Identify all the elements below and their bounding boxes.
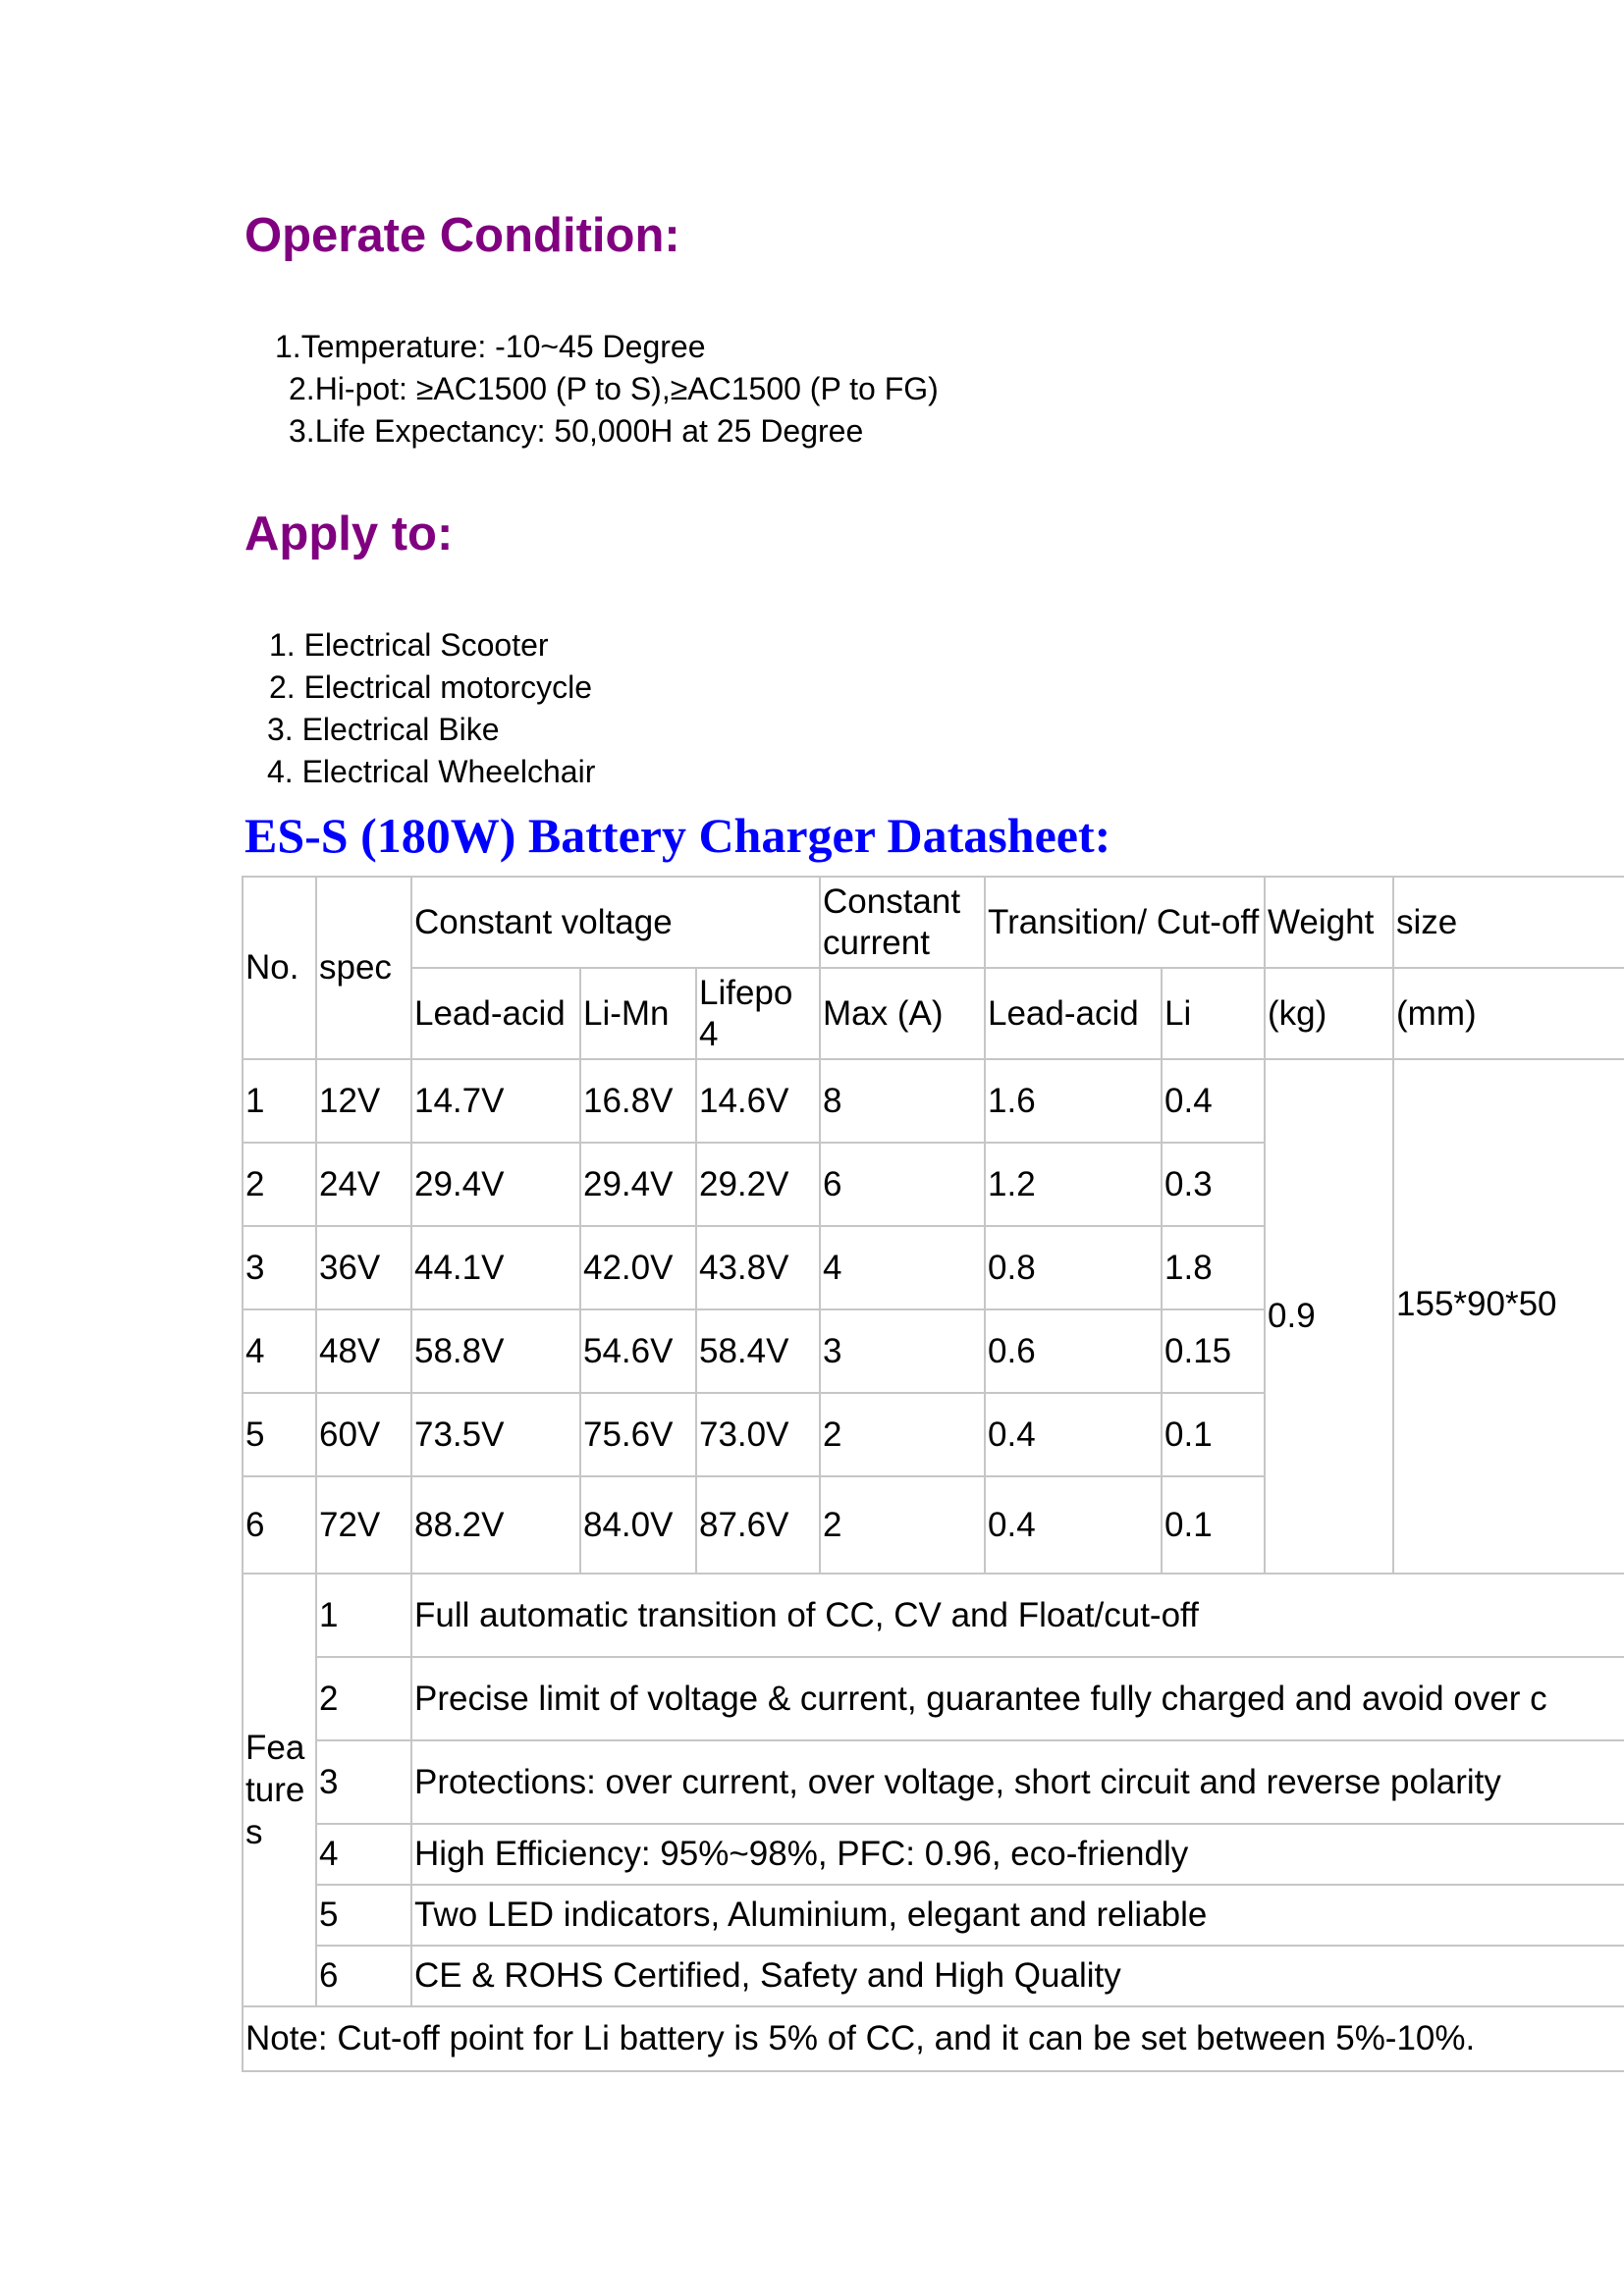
- feature-no: 4: [316, 1824, 411, 1885]
- feature-row: [243, 1885, 1624, 1946]
- feature-text: Two LED indicators, Aluminium, elegant and reliable: [411, 1885, 1624, 1946]
- cell-transition-li: 0.3: [1162, 1143, 1265, 1226]
- header-row-1: [243, 877, 1624, 968]
- feature-row: [243, 1824, 1624, 1885]
- cell-no: 2: [243, 1143, 316, 1226]
- note-text: Note: Cut-off point for Li battery is 5% of CC, and it can be set between 5%-10%.: [243, 2006, 1624, 2071]
- cell-li-mn: 84.0V: [580, 1476, 696, 1574]
- cell-no: 1: [243, 1059, 316, 1143]
- list-item: 3. Electrical Bike: [267, 712, 500, 747]
- list-item: 3.Life Expectancy: 50,000H at 25 Degree: [289, 413, 864, 449]
- feature-text: CE & ROHS Certified, Safety and High Quality: [411, 1946, 1624, 2006]
- cell-lifepo4: 73.0V: [696, 1393, 820, 1476]
- note-row: [243, 2006, 1624, 2071]
- cell-transition-lead: 1.6: [985, 1059, 1162, 1143]
- list-item: 1.Temperature: -10~45 Degree: [275, 329, 706, 364]
- header-mm: (mm): [1393, 968, 1624, 1059]
- cell-transition-lead: 0.4: [985, 1476, 1162, 1574]
- cell-lead-acid: 44.1V: [411, 1226, 580, 1309]
- cell-spec: 36V: [316, 1226, 411, 1309]
- cell-lifepo4: 14.6V: [696, 1059, 820, 1143]
- cell-lead-acid: 29.4V: [411, 1143, 580, 1226]
- header-spec: spec: [316, 877, 411, 1059]
- feature-no: 1: [316, 1574, 411, 1657]
- table-row: [243, 1059, 1624, 1143]
- cell-transition-li: 0.15: [1162, 1309, 1265, 1393]
- cell-lead-acid: 88.2V: [411, 1476, 580, 1574]
- feature-row: [243, 1946, 1624, 2006]
- cell-transition-lead: 0.6: [985, 1309, 1162, 1393]
- cell-transition-lead: 0.8: [985, 1226, 1162, 1309]
- apply-to-heading: Apply to:: [244, 507, 454, 561]
- feature-row: [243, 1574, 1624, 1657]
- header-li-mn: Li-Mn: [580, 968, 696, 1059]
- feature-text: Protections: over current, over voltage, short circuit and reverse polarity: [411, 1740, 1624, 1824]
- header-lead-acid: Lead-acid: [411, 968, 580, 1059]
- cell-max-a: 3: [820, 1309, 985, 1393]
- cell-weight: 0.9: [1265, 1059, 1393, 1574]
- features-label: Fea ture s: [243, 1574, 316, 2006]
- cell-max-a: 4: [820, 1226, 985, 1309]
- feature-text: Full automatic transition of CC, CV and Float/cut-off: [411, 1574, 1624, 1657]
- feature-text: High Efficiency: 95%~98%, PFC: 0.96, eco-friendly: [411, 1824, 1624, 1885]
- list-item: 4. Electrical Wheelchair: [267, 754, 596, 789]
- feature-row: [243, 1657, 1624, 1740]
- cell-li-mn: 29.4V: [580, 1143, 696, 1226]
- feature-no: 5: [316, 1885, 411, 1946]
- cell-lead-acid: 73.5V: [411, 1393, 580, 1476]
- feature-no: 3: [316, 1740, 411, 1824]
- cell-max-a: 6: [820, 1143, 985, 1226]
- cell-lifepo4: 87.6V: [696, 1476, 820, 1574]
- datasheet-title: ES-S (180W) Battery Charger Datasheet:: [244, 808, 1111, 863]
- datasheet-table-wrapper: [242, 876, 1624, 2073]
- cell-li-mn: 42.0V: [580, 1226, 696, 1309]
- feature-row: [243, 1740, 1624, 1824]
- header-kg: (kg): [1265, 968, 1393, 1059]
- feature-text: Precise limit of voltage & current, guarantee fully charged and avoid over c: [411, 1657, 1624, 1740]
- cell-li-mn: 16.8V: [580, 1059, 696, 1143]
- cell-no: 3: [243, 1226, 316, 1309]
- header-lifepo4: Lifepo 4: [696, 968, 820, 1059]
- header-constant-voltage: Constant voltage: [411, 877, 820, 968]
- header-constant-current: Constant current: [820, 877, 985, 968]
- cell-li-mn: 54.6V: [580, 1309, 696, 1393]
- feature-no: 6: [316, 1946, 411, 2006]
- header-row-2: [243, 968, 1624, 1059]
- operate-condition-list: [275, 326, 939, 453]
- cell-transition-lead: 1.2: [985, 1143, 1162, 1226]
- cell-lead-acid: 58.8V: [411, 1309, 580, 1393]
- cell-lifepo4: 29.2V: [696, 1143, 820, 1226]
- header-no: No.: [243, 877, 316, 1059]
- header-transition-li: Li: [1162, 968, 1265, 1059]
- header-max-a: Max (A): [820, 968, 985, 1059]
- cell-size: 155*90*50: [1393, 1059, 1624, 1574]
- cell-spec: 12V: [316, 1059, 411, 1143]
- cell-max-a: 2: [820, 1393, 985, 1476]
- header-size: size: [1393, 877, 1624, 968]
- cell-spec: 24V: [316, 1143, 411, 1226]
- cell-lead-acid: 14.7V: [411, 1059, 580, 1143]
- header-transition-lead-acid: Lead-acid: [985, 968, 1162, 1059]
- cell-transition-li: 0.1: [1162, 1393, 1265, 1476]
- datasheet-table: [242, 876, 1624, 2072]
- cell-transition-li: 1.8: [1162, 1226, 1265, 1309]
- cell-spec: 48V: [316, 1309, 411, 1393]
- cell-transition-lead: 0.4: [985, 1393, 1162, 1476]
- cell-max-a: 2: [820, 1476, 985, 1574]
- cell-lifepo4: 58.4V: [696, 1309, 820, 1393]
- header-weight: Weight: [1265, 877, 1393, 968]
- cell-transition-li: 0.4: [1162, 1059, 1265, 1143]
- operate-condition-heading: Operate Condition:: [244, 209, 680, 262]
- cell-spec: 60V: [316, 1393, 411, 1476]
- header-transition: Transition/ Cut-off: [985, 877, 1265, 968]
- cell-no: 6: [243, 1476, 316, 1574]
- cell-no: 5: [243, 1393, 316, 1476]
- feature-no: 2: [316, 1657, 411, 1740]
- cell-lifepo4: 43.8V: [696, 1226, 820, 1309]
- cell-no: 4: [243, 1309, 316, 1393]
- cell-spec: 72V: [316, 1476, 411, 1574]
- cell-transition-li: 0.1: [1162, 1476, 1265, 1574]
- list-item: 1. Electrical Scooter: [269, 627, 549, 663]
- cell-li-mn: 75.6V: [580, 1393, 696, 1476]
- list-item: 2.Hi-pot: ≥AC1500 (P to S),≥AC1500 (P to FG): [289, 371, 939, 406]
- apply-to-list: [267, 624, 595, 793]
- list-item: 2. Electrical motorcycle: [269, 669, 592, 705]
- cell-max-a: 8: [820, 1059, 985, 1143]
